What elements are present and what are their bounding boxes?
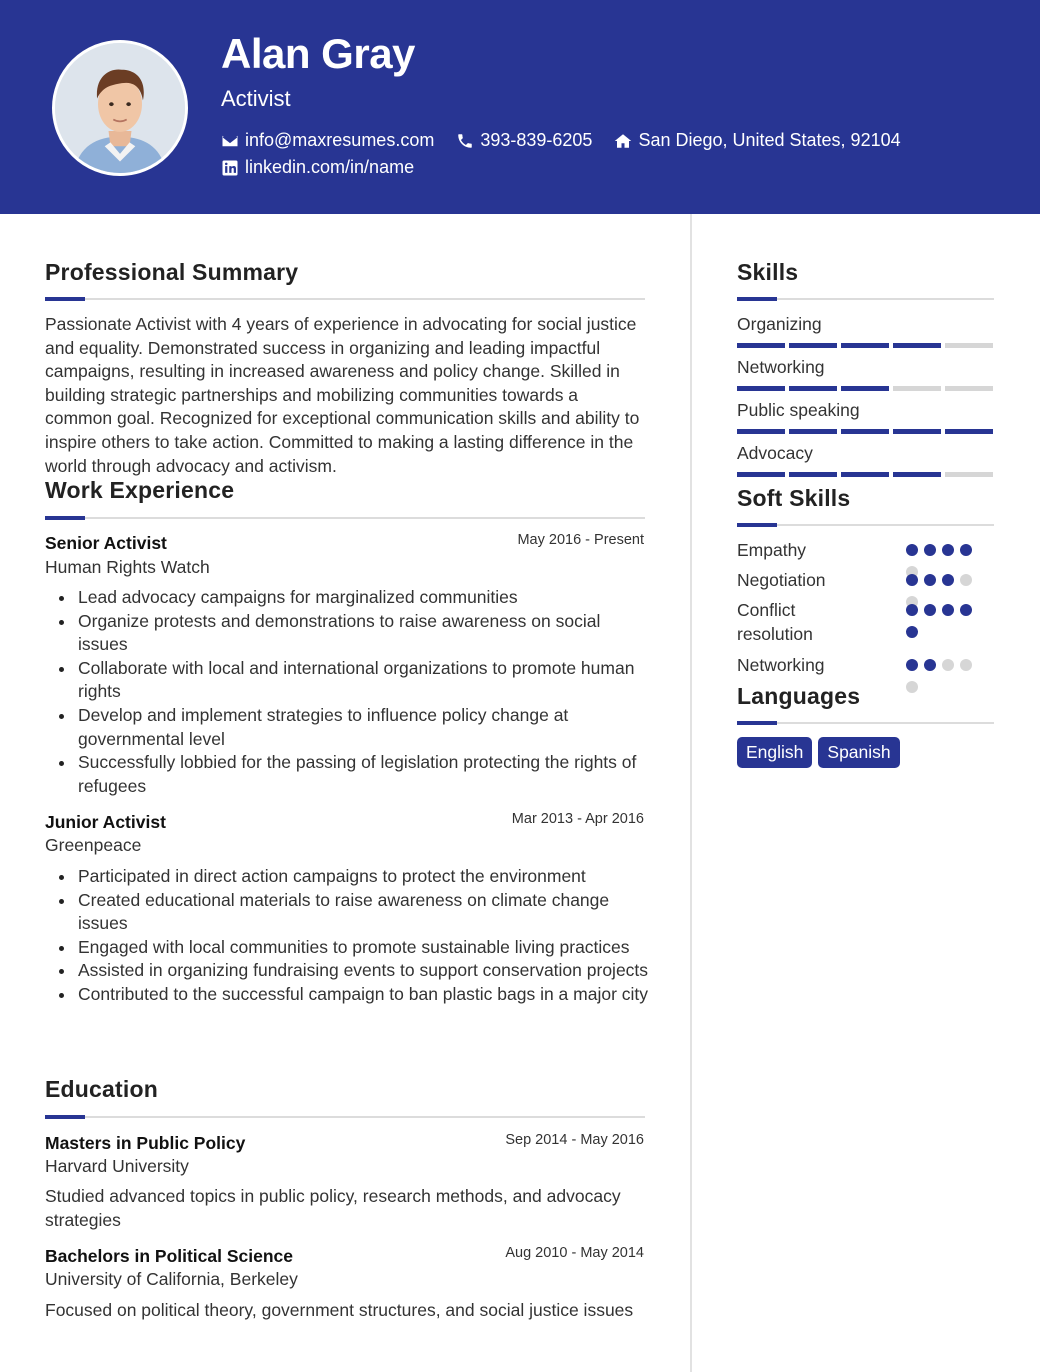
rating-dot xyxy=(960,604,972,616)
rating-dot xyxy=(906,626,918,638)
education-rule xyxy=(45,1116,645,1118)
summary-rule-accent xyxy=(45,297,85,301)
rating-dot xyxy=(960,544,972,556)
summary-rule xyxy=(45,298,645,300)
job-bullet: Engaged with local communities to promote sustainable living practices xyxy=(45,936,650,960)
rating-dot xyxy=(906,659,918,671)
soft-skill-rating xyxy=(906,574,978,608)
contact-email[interactable] xyxy=(221,130,434,151)
languages-rule-accent xyxy=(737,721,777,725)
job-bullet: Lead advocacy campaigns for marginalized communities xyxy=(45,586,650,610)
language-tag: English xyxy=(737,737,812,768)
rating-dot xyxy=(942,544,954,556)
rating-dot xyxy=(906,574,918,586)
skill-level-segment xyxy=(737,472,785,477)
rating-dot xyxy=(960,574,972,586)
education-heading: Education xyxy=(45,1076,158,1102)
rating-dot xyxy=(942,574,954,586)
skill-level-segment xyxy=(841,429,889,434)
job-bullet: Develop and implement strategies to influence policy change at governmental level xyxy=(45,704,650,751)
skill-level-segment xyxy=(945,429,993,434)
contact-linkedin[interactable] xyxy=(221,157,414,178)
soft-skills-rule xyxy=(737,524,994,526)
skill-name: Organizing xyxy=(737,314,822,334)
job-date: May 2016 - Present xyxy=(517,532,644,548)
contact-phone[interactable] xyxy=(456,130,592,151)
rating-dot xyxy=(924,544,936,556)
candidate-role: Activist xyxy=(221,86,291,111)
soft-skills-heading: Soft Skills xyxy=(737,485,851,511)
job-bullet: Successfully lobbied for the passing of legislation protecting the rights of refugees xyxy=(45,751,650,798)
resume-header xyxy=(0,0,1040,214)
school-name: University of California, Berkeley xyxy=(45,1269,298,1289)
skill-level-segment xyxy=(893,429,941,434)
candidate-name: Alan Gray xyxy=(221,30,415,77)
phone-text: 393-839-6205 xyxy=(480,130,593,150)
skill-name: Advocacy xyxy=(737,443,813,463)
soft-skill-name: Conflict resolution xyxy=(737,600,813,644)
skill-level-segment xyxy=(841,472,889,477)
contact-location xyxy=(614,130,900,151)
experience-heading: Work Experience xyxy=(45,477,235,503)
skill-level-segment xyxy=(841,343,889,348)
skill-level-segment xyxy=(893,472,941,477)
location-text: San Diego, United States, 92104 xyxy=(638,130,901,150)
skill-level-segment xyxy=(945,472,993,477)
skill-level-segment xyxy=(893,343,941,348)
contact-row-primary xyxy=(221,130,923,151)
degree-date: Sep 2014 - May 2016 xyxy=(505,1132,644,1148)
job-title: Senior Activist xyxy=(45,533,167,553)
job-date: Mar 2013 - Apr 2016 xyxy=(511,811,644,827)
skill-level-bar xyxy=(737,386,993,391)
languages-rule xyxy=(737,722,994,724)
soft-skill-rating xyxy=(906,659,978,693)
home-icon xyxy=(614,132,632,150)
job-bullet: Created educational materials to raise awareness on climate change issues xyxy=(45,889,650,936)
linkedin-icon xyxy=(221,159,239,177)
skill-level-segment xyxy=(893,386,941,391)
rating-dot xyxy=(924,574,936,586)
skill-level-segment xyxy=(789,472,837,477)
job-bullets xyxy=(45,865,650,1007)
job-bullet: Collaborate with local and international organizations to promote human rights xyxy=(45,657,650,704)
skill-level-segment xyxy=(737,429,785,434)
job-bullet: Organize protests and demonstrations to raise awareness on social issues xyxy=(45,610,650,657)
skill-level-segment xyxy=(789,429,837,434)
skill-level-segment xyxy=(945,386,993,391)
rating-dot xyxy=(906,544,918,556)
envelope-icon xyxy=(221,132,239,150)
school-name: Harvard University xyxy=(45,1156,189,1176)
soft-skill-name: Negotiation xyxy=(737,570,826,590)
linkedin-text: linkedin.com/in/name xyxy=(245,157,415,177)
skill-level-segment xyxy=(789,386,837,391)
skills-heading: Skills xyxy=(737,259,799,285)
language-tag: Spanish xyxy=(818,737,899,768)
skill-level-bar xyxy=(737,429,993,434)
degree-description: Studied advanced topics in public policy, research methods, and advocacy strategies xyxy=(45,1186,621,1230)
skills-rule xyxy=(737,298,994,300)
job-bullet: Assisted in organizing fundraising events to support conservation projects xyxy=(45,959,650,983)
languages-heading: Languages xyxy=(737,683,861,709)
contact-row-secondary xyxy=(221,157,436,178)
phone-icon xyxy=(456,132,474,150)
job-title: Junior Activist xyxy=(45,812,166,832)
experience-rule xyxy=(45,517,645,519)
experience-rule-accent xyxy=(45,516,85,520)
skill-name: Networking xyxy=(737,357,825,377)
profile-photo-illustration xyxy=(55,43,185,173)
skill-name: Public speaking xyxy=(737,400,860,420)
skill-level-segment xyxy=(945,343,993,348)
degree-title: Masters in Public Policy xyxy=(45,1133,246,1153)
job-bullets xyxy=(45,586,650,798)
soft-skills-rule-accent xyxy=(737,523,777,527)
soft-skill-name: Empathy xyxy=(737,540,807,560)
skill-level-segment xyxy=(841,386,889,391)
rating-dot xyxy=(960,659,972,671)
email-text: info@maxresumes.com xyxy=(245,130,435,150)
rating-dot xyxy=(942,659,954,671)
summary-text: Passionate Activist with 4 years of experience in advocating for social justice and equality. Demonstrated success in organizing and leading impactful campaigns, resulting in increased awareness and policy change. Skilled in building strategic partnerships and mobilizing communities towards a common goal. Recognized for exceptional communication skills and ability to inspire others to take action. Committed to making a lasting difference in the world through advocacy and activism. xyxy=(45,314,640,476)
skill-level-bar xyxy=(737,472,993,477)
job-bullet: Participated in direct action campaigns to protect the environment xyxy=(45,865,650,889)
skill-level-bar xyxy=(737,343,993,348)
skill-level-segment xyxy=(737,386,785,391)
column-divider xyxy=(690,214,692,1372)
education-rule-accent xyxy=(45,1115,85,1119)
language-tags xyxy=(737,737,900,768)
job-bullet: Contributed to the successful campaign to ban plastic bags in a major city xyxy=(45,983,650,1007)
skills-rule-accent xyxy=(737,297,777,301)
skill-level-segment xyxy=(737,343,785,348)
rating-dot xyxy=(942,604,954,616)
rating-dot xyxy=(924,604,936,616)
skill-level-segment xyxy=(789,343,837,348)
degree-title: Bachelors in Political Science xyxy=(45,1246,294,1266)
summary-heading: Professional Summary xyxy=(45,259,299,285)
job-organization: Greenpeace xyxy=(45,835,142,855)
rating-dot xyxy=(906,681,918,693)
degree-description: Focused on political theory, government structures, and social justice issues xyxy=(45,1300,634,1320)
soft-skill-name: Networking xyxy=(737,655,825,675)
profile-photo xyxy=(52,40,188,176)
rating-dot xyxy=(924,659,936,671)
rating-dot xyxy=(906,604,918,616)
soft-skill-rating xyxy=(906,604,978,638)
job-organization: Human Rights Watch xyxy=(45,557,210,577)
soft-skill-rating xyxy=(906,544,978,578)
degree-date: Aug 2010 - May 2014 xyxy=(505,1245,644,1261)
